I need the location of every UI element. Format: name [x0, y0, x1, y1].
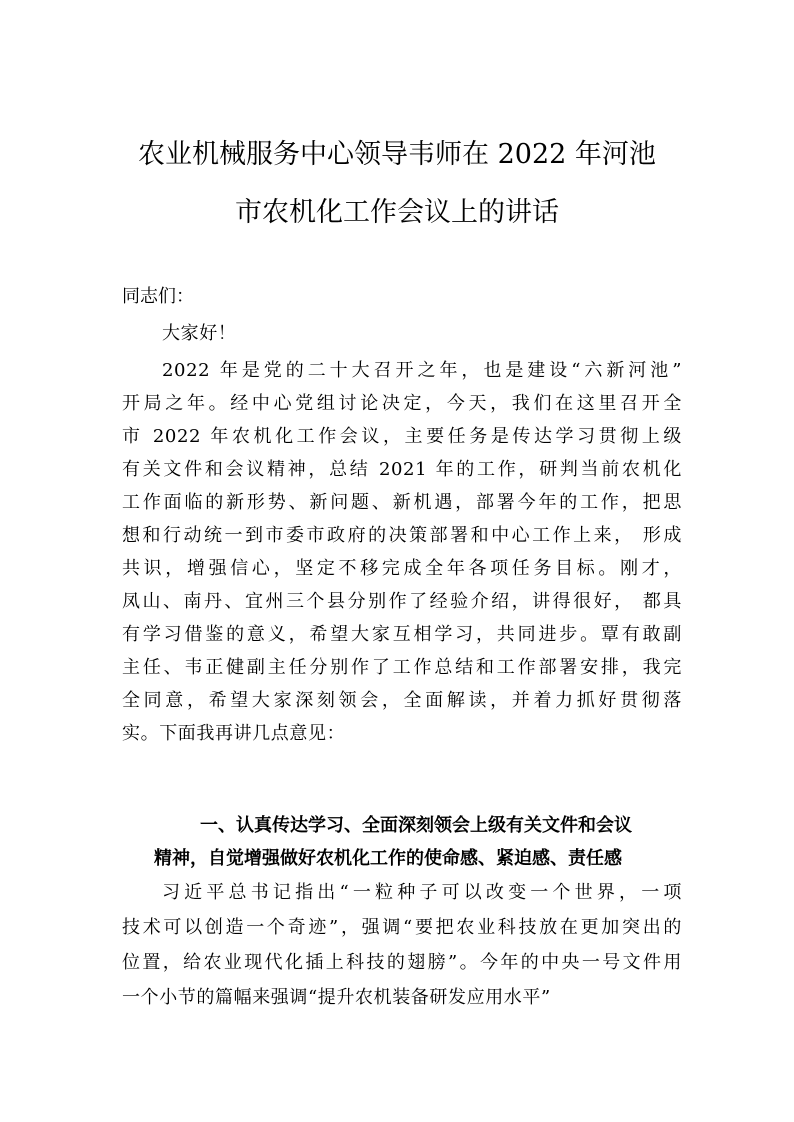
paragraph1-line-9: 有学习借鉴的意义，希望大家互相学习，共同进步。覃有敢副 — [122, 624, 682, 645]
paragraph1-line-5: 工作面临的新形势、新问题、新机遇，部署今年的工作，把思 — [122, 492, 682, 513]
paragraph2-line-3: 位置，给农业现代化插上科技的翅膀”。今年的中央一号文件用 — [122, 952, 682, 973]
title-line-1: 农业机械服务中心领导韦师在 2022 年河池 — [138, 139, 656, 170]
paragraph2-line-1: 习近平总书记指出“一粒种子可以改变一个世界，一项 — [162, 882, 682, 903]
greeting: 大家好！ — [162, 323, 237, 344]
paragraph1-line-2: 开局之年。经中心党组讨论决定，今天，我们在这里召开全 — [122, 393, 682, 414]
salutation: 同志们： — [122, 286, 194, 307]
section1-heading-line-1: 一、认真传达学习、全面深刻领会上级有关文件和会议 — [200, 815, 632, 836]
paragraph1-line-3: 市 2022 年农机化工作会议，主要任务是传达学习贯彻上级 — [122, 426, 682, 447]
paragraph1-line-4: 有关文件和会议精神，总结 2021 年的工作，研判当前农机化 — [122, 459, 682, 480]
paragraph1-line-11: 全同意，希望大家深刻领会，全面解读，并着力抓好贯彻落 — [122, 690, 682, 711]
paragraph1-line-1: 2022 年是党的二十大召开之年，也是建设“六新河池” — [162, 360, 682, 381]
title-line-2: 市农机化工作会议上的讲话 — [235, 197, 559, 228]
section1-heading-line-2: 精神，自觉增强做好农机化工作的使命感、紧迫感、责任感 — [154, 848, 622, 869]
paragraph2-line-2: 技术可以创造一个奇迹”，强调“要把农业科技放在更加突出的 — [122, 917, 682, 938]
paragraph2-line-4: 一个小节的篇幅来强调“提升农机装备研发应用水平” — [122, 987, 551, 1008]
paragraph1-line-12: 实。下面我再讲几点意见： — [122, 723, 346, 744]
paragraph1-line-6: 想和行动统一到市委市政府的决策部署和中心工作上来， 形成 — [122, 525, 682, 546]
paragraph1-line-7: 共识，增强信心，坚定不移完成全年各项任务目标。刚才， — [122, 558, 682, 579]
paragraph1-line-10: 主任、韦正健副主任分别作了工作总结和工作部署安排，我完 — [122, 657, 682, 678]
paragraph1-line-8: 凤山、南丹、宜州三个县分别作了经验介绍，讲得很好， 都具 — [122, 591, 682, 612]
